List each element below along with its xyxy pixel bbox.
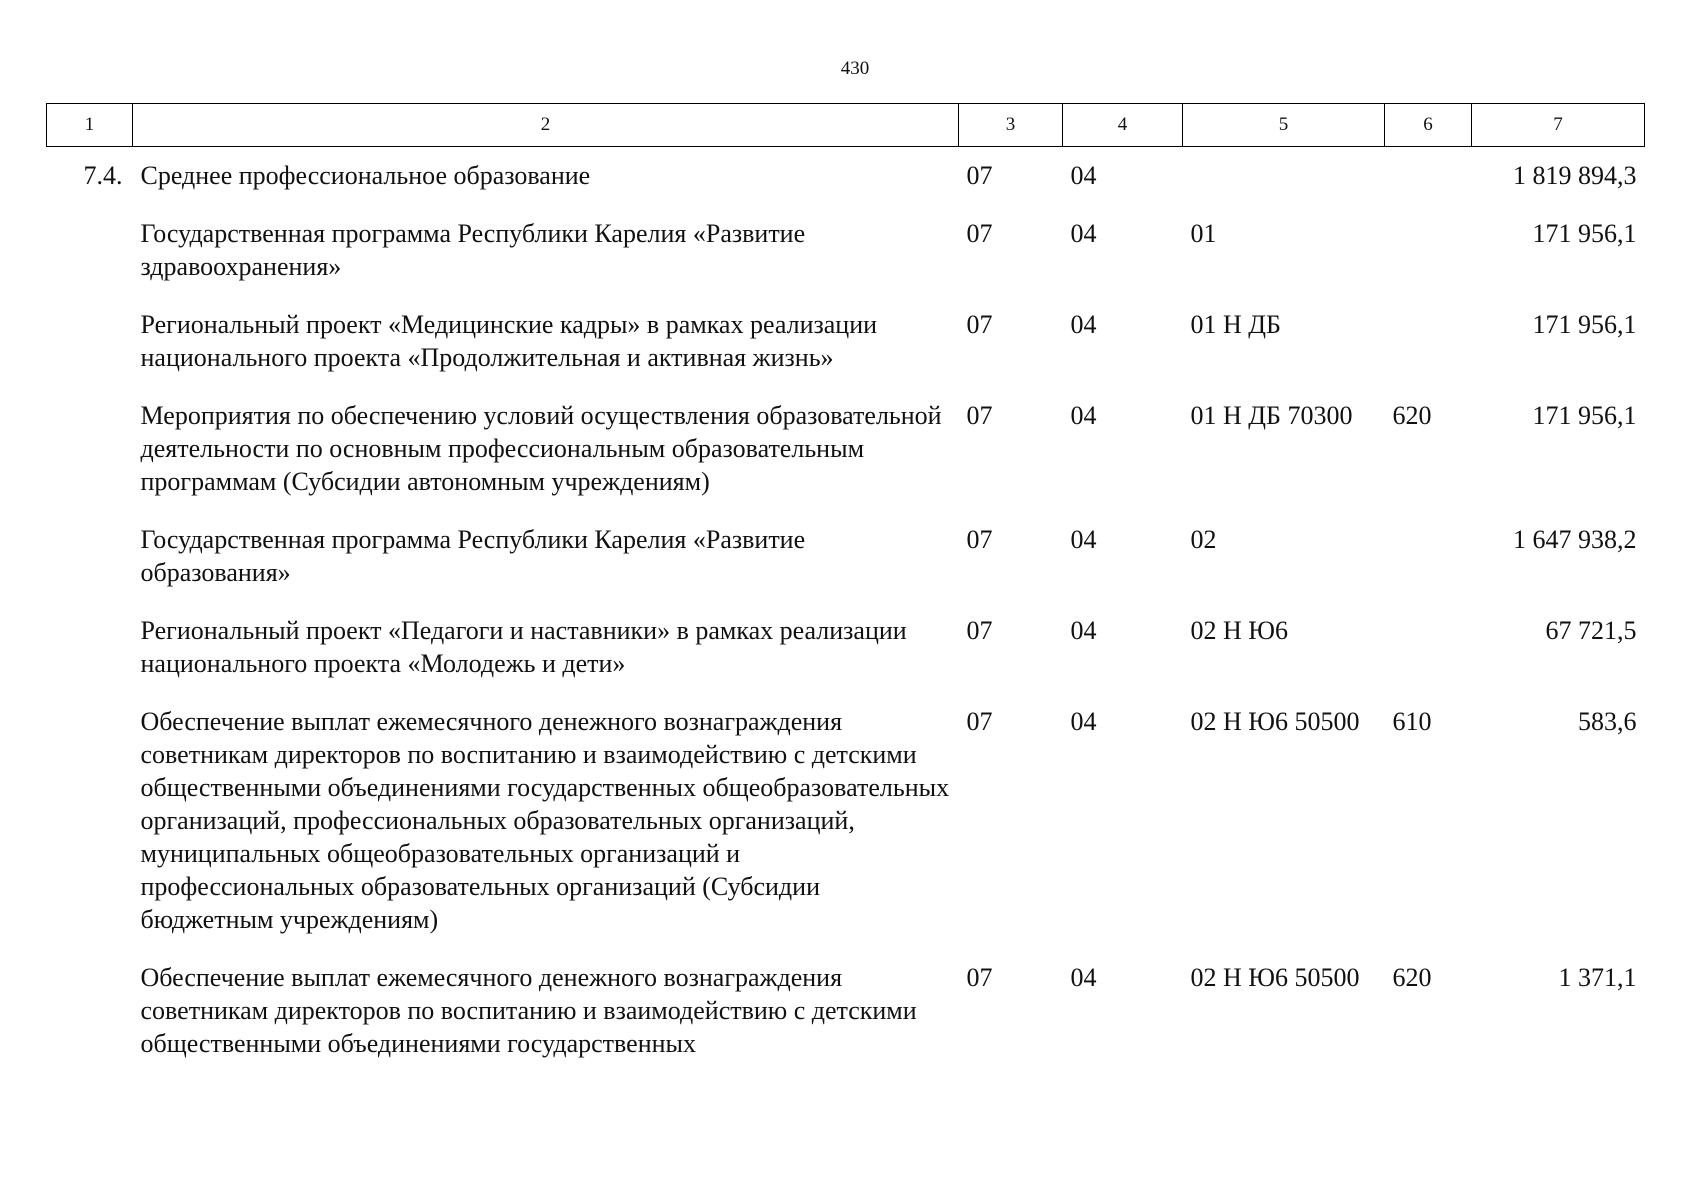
row-name: Региональный проект «Медицинские кадры» в рамках реализации национального проекта «Продолжительная и активная жизнь» bbox=[140, 310, 878, 372]
row-amount: 67 721,5 bbox=[1545, 616, 1637, 645]
row-number: 7.4. bbox=[83, 161, 123, 190]
row-subsection: 04 bbox=[1070, 161, 1097, 190]
row-section: 07 bbox=[966, 401, 993, 430]
row-number bbox=[47, 296, 133, 387]
column-header-1: 1 bbox=[47, 104, 133, 147]
row-section: 07 bbox=[966, 525, 993, 554]
row-subsection: 04 bbox=[1070, 707, 1097, 736]
row-subsection: 04 bbox=[1070, 401, 1097, 430]
row-target-article: 02 Н Ю6 bbox=[1190, 616, 1288, 645]
table-row bbox=[47, 511, 1645, 602]
column-header-6: 6 bbox=[1385, 104, 1472, 147]
column-header-7: 7 bbox=[1472, 104, 1645, 147]
row-target-article: 01 bbox=[1190, 219, 1217, 248]
row-section: 07 bbox=[966, 707, 993, 736]
row-number bbox=[47, 387, 133, 511]
row-amount: 171 956,1 bbox=[1532, 401, 1637, 430]
row-target-article bbox=[1183, 147, 1385, 206]
row-amount: 583,6 bbox=[1578, 707, 1637, 736]
row-expense-type bbox=[1385, 205, 1472, 296]
column-header-2: 2 bbox=[133, 104, 959, 147]
row-section: 07 bbox=[966, 310, 993, 339]
table-row bbox=[47, 205, 1645, 296]
row-name: Среднее профессиональное образование bbox=[140, 161, 591, 190]
column-header-5: 5 bbox=[1183, 104, 1385, 147]
table-row bbox=[47, 296, 1645, 387]
row-name: Государственная программа Республики Карелия «Развитие образования» bbox=[140, 525, 806, 587]
row-number bbox=[47, 693, 133, 949]
row-name: Региональный проект «Педагоги и наставники» в рамках реализации национального проекта «Молодежь и дети» bbox=[140, 616, 907, 678]
row-name: Государственная программа Республики Карелия «Развитие здравоохранения» bbox=[140, 219, 806, 281]
table-body bbox=[47, 147, 1645, 1074]
row-amount: 1 371,1 bbox=[1558, 963, 1637, 992]
row-amount: 171 956,1 bbox=[1532, 310, 1637, 339]
row-expense-type: 620 bbox=[1392, 963, 1432, 992]
row-subsection: 04 bbox=[1070, 219, 1097, 248]
row-expense-type bbox=[1385, 602, 1472, 693]
row-name: Обеспечение выплат ежемесячного денежного вознаграждения советникам директоров по воспитанию и взаимодействию с детскими общественными объединениями государственных bbox=[140, 963, 917, 1058]
table-row bbox=[47, 693, 1645, 949]
column-header-3: 3 bbox=[959, 104, 1063, 147]
row-section: 07 bbox=[966, 616, 993, 645]
row-target-article: 01 Н ДБ 70300 bbox=[1190, 401, 1353, 430]
table-row bbox=[47, 949, 1645, 1073]
row-number bbox=[47, 511, 133, 602]
row-expense-type: 620 bbox=[1392, 401, 1432, 430]
row-subsection: 04 bbox=[1070, 616, 1097, 645]
row-amount: 171 956,1 bbox=[1532, 219, 1637, 248]
column-header-4: 4 bbox=[1063, 104, 1183, 147]
budget-table bbox=[46, 103, 1645, 1073]
row-amount: 1 819 894,3 bbox=[1513, 161, 1637, 190]
row-section: 07 bbox=[966, 161, 993, 190]
row-target-article: 02 bbox=[1190, 525, 1217, 554]
page-number: 430 bbox=[840, 58, 870, 79]
row-target-article: 02 Н Ю6 50500 bbox=[1190, 963, 1360, 992]
row-target-article: 01 Н ДБ bbox=[1190, 310, 1281, 339]
row-subsection: 04 bbox=[1070, 525, 1097, 554]
table-header bbox=[47, 104, 1645, 147]
table-row bbox=[47, 602, 1645, 693]
row-number bbox=[47, 949, 133, 1073]
row-section: 07 bbox=[966, 219, 993, 248]
row-expense-type bbox=[1385, 147, 1472, 206]
row-name: Обеспечение выплат ежемесячного денежного вознаграждения советникам директоров по воспитанию и взаимодействию с детскими общественными объединениями государственных общеобразовательных организаций, профессиональных образовательных организаций, муниципальных общеобразовательных организаций и профессиональных образовательных организаций (Субсидии бюджетным учреждениям) bbox=[140, 707, 950, 934]
row-expense-type bbox=[1385, 511, 1472, 602]
row-section: 07 bbox=[966, 963, 993, 992]
table-row bbox=[47, 387, 1645, 511]
row-expense-type: 610 bbox=[1392, 707, 1432, 736]
row-expense-type bbox=[1385, 296, 1472, 387]
row-subsection: 04 bbox=[1070, 963, 1097, 992]
table-row bbox=[47, 147, 1645, 206]
row-subsection: 04 bbox=[1070, 310, 1097, 339]
row-name: Мероприятия по обеспечению условий осуществления образовательной деятельности по основным профессиональным образовательным программам (Субсидии автономным учреждениям) bbox=[140, 401, 942, 496]
row-amount: 1 647 938,2 bbox=[1513, 525, 1637, 554]
row-target-article: 02 Н Ю6 50500 bbox=[1190, 707, 1360, 736]
row-number bbox=[47, 205, 133, 296]
row-number bbox=[47, 602, 133, 693]
